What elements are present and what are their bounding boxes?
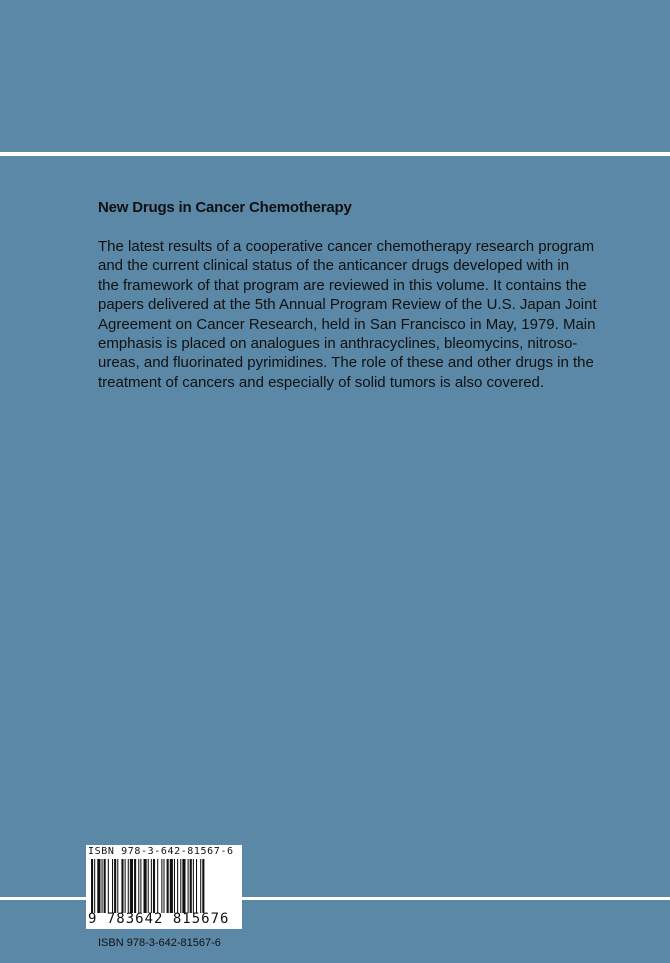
barcode-bar (97, 859, 100, 913)
barcode-bar (108, 859, 109, 913)
barcode-bars-graphic (90, 859, 238, 913)
barcode-bar (128, 859, 129, 913)
isbn-footer: ISBN 978-3-642-81567-6 (98, 937, 221, 949)
description-line: and the current clinical status of the anticancer drugs developed with in (98, 257, 570, 275)
barcode-bar (121, 859, 123, 913)
description-line: ureas, and fluorinated pyrimidines. The role of these and other drugs in the (98, 354, 594, 372)
barcode-bar (182, 859, 185, 913)
barcode-bar (94, 859, 95, 913)
description-line: papers delivered at the 5th Annual Program Review of the U.S. Japan Joint (98, 296, 597, 314)
barcode-bar (180, 859, 181, 913)
barcode-bar (140, 859, 141, 913)
barcode-bar (163, 859, 164, 913)
barcode-bar (177, 859, 178, 913)
barcode-bar (125, 859, 126, 913)
barcode-bar (134, 859, 136, 913)
barcode-bar (190, 859, 192, 913)
barcode-bar (157, 859, 158, 913)
barcode-bar (144, 859, 147, 913)
barcode-bar (138, 859, 139, 913)
barcode-bar (151, 859, 152, 913)
description-line: emphasis is placed on analogues in anthracyclines, bleomycins, nitroso- (98, 335, 578, 353)
isbn-barcode (86, 845, 242, 929)
barcode-bar (170, 859, 173, 913)
description-line: The latest results of a cooperative cancer chemotherapy research program (98, 238, 595, 255)
barcode-bar (202, 859, 204, 913)
book-description (98, 237, 597, 392)
barcode-bar (112, 859, 113, 913)
barcode-isbn-label: ISBN 978-3-642-81567-6 (88, 846, 234, 857)
barcode-digits: 9 783642 815676 (88, 911, 230, 927)
barcode-bar (196, 859, 197, 913)
book-title: New Drugs in Cancer Chemotherapy (98, 199, 352, 216)
description-line: Agreement on Cancer Research, held in San Francisco in May, 1979. Main (98, 315, 596, 333)
barcode-bar (153, 859, 155, 913)
barcode-bar (114, 859, 116, 913)
barcode-bar (161, 859, 162, 913)
description-line: the framework of that program are reviewed in this volume. It contains the (98, 276, 587, 294)
barcode-bar (117, 859, 118, 913)
barcode-bar (188, 859, 189, 913)
top-white-rule (0, 152, 670, 156)
barcode-bar (200, 859, 201, 913)
barcode-bar (91, 859, 93, 913)
barcode-bar (193, 859, 194, 913)
barcode-bar (148, 859, 149, 913)
barcode-bar (174, 859, 175, 913)
barcode-bar (102, 859, 103, 913)
barcode-bar (104, 859, 106, 913)
barcode-bar (130, 859, 133, 913)
description-line: treatment of cancers and especially of solid tumors is also covered. (98, 373, 545, 391)
barcode-bar (167, 859, 169, 913)
